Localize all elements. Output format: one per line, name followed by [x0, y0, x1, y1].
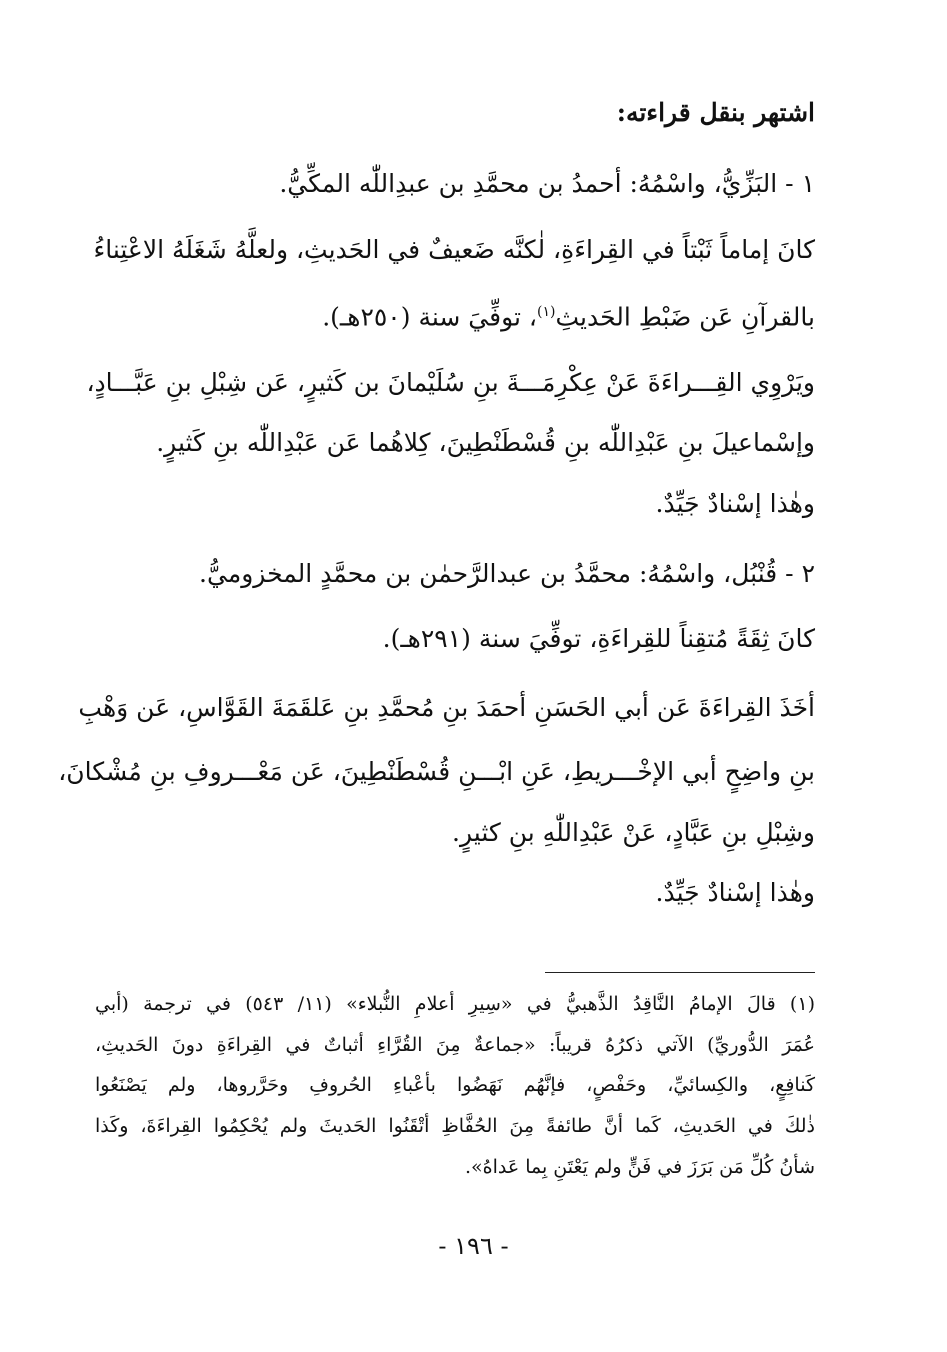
- footnote-line: (١) قالَ الإمامُ النَّاقِدُ الذَّهبيُّ في «سِيرِ أعلامِ النُّبلاء» (١١/ ٥٤٣) في ترجمة (أبي: [95, 993, 815, 1015]
- footnote-line: كَنافِعٍ، والكِسائيِّ، وحَفْصٍ، فإنَّهُم نَهَضُوا بأعْباءِ الحُروفِ وحَرَّروها، ولم يَصْنَعُوا: [95, 1074, 815, 1096]
- paragraph-line: أخَذَ القِراءَةَ عَن أبي الحَسَنِ أحمَدَ بنِ مُحمَّدِ بنِ عَلقَمَةَ القَوَّاسِ، عَن وَهْبِ: [78, 693, 815, 722]
- paragraph-line: وهٰذا إسْنادٌ جَيِّدٌ.: [655, 878, 815, 907]
- footnote-line: ذٰلكَ في الحَديثِ، كَما أنَّ طائفةً مِنَ الحُفَّاظِ أتْقَنُوا الحَديثَ ولم يُحْكِمُوا القِراءَةَ، وكَذا: [95, 1115, 815, 1137]
- paragraph-line: ويَرْوِي القِـــراءَةَ عَنْ عِكْرِمَـــةَ بنِ سُلَيْمانَ بن كَثيرٍ، عَن شِبْلِ بنِ عَبَّـــادٍ،: [86, 368, 815, 397]
- section-heading: اشتهر بنقل قراءته:: [616, 98, 815, 127]
- paragraph-line: وشِبْلِ بنِ عَبَّادٍ، عَنْ عَبْدِاللّٰهِ بنِ كثيرٍ.: [452, 818, 815, 847]
- paragraph-line: ٢ - قُنْبُل، واسْمُهُ: محمَّدُ بن عبدالرَّحمٰن بن محمَّدٍ المخزوميُّ.: [199, 559, 815, 588]
- paragraph-line: بنِ واضِحٍ أبي الإخْـــريطِ، عَنِ ابْـــنِ قُسْطَنْطِينَ، عَن مَعْـــروفِ بنِ مُشْكانَ،: [58, 757, 815, 786]
- paragraph-line: كانَ ثِقَةً مُتقِناً للقِراءَةِ، توفِّيَ سنة (٢٩١هـ).: [382, 624, 815, 653]
- paragraph-line: كانَ إماماً ثَبْتاً في القِراءَةِ، لٰكنَّه ضَعيفٌ في الحَديثِ، ولعلَّهُ شَغَلَهُ الاعْتِناءُ: [93, 235, 815, 264]
- paragraph-text: ، توفِّيَ سنة (٢٥٠هـ).: [322, 302, 537, 332]
- page-number: - ١٩٦ -: [438, 1232, 509, 1260]
- footnote-block: [58, 0, 815, 1220]
- footnote-line: عُمَرَ الدُّوريِّ) الآتي ذكرُهُ قريباً: «جماعةٌ مِنَ القُرَّاءِ أثباتٌ في القِراءَةِ دونَ الحَديثِ،: [95, 1034, 815, 1056]
- footnote-reference[interactable]: (١): [536, 304, 556, 320]
- paragraph-text: بالقرآنِ عَن ضَبْطِ الحَديثِ: [555, 302, 815, 332]
- paragraph-line: ١ - البَزِّيُّ، واسْمُهُ: أحمدُ بن محمَّدِ بن عبدِاللّٰه المكِّيُّ.: [279, 169, 815, 198]
- paragraph-line: وإسْماعيلَ بنِ عَبْدِاللّٰه بنِ قُسْطَنْطِينَ، كِلاهُما عَن عَبْدِاللّٰه بنِ كَثيرٍ.: [156, 428, 815, 457]
- footnote-line: شأنُ كُلِّ مَن بَرَزَ في فَنٍّ ولم يَعْتَنِ بِما عَداهُ».: [464, 1156, 815, 1178]
- paragraph-line: وهٰذا إسْنادٌ جَيِّدٌ.: [655, 489, 815, 518]
